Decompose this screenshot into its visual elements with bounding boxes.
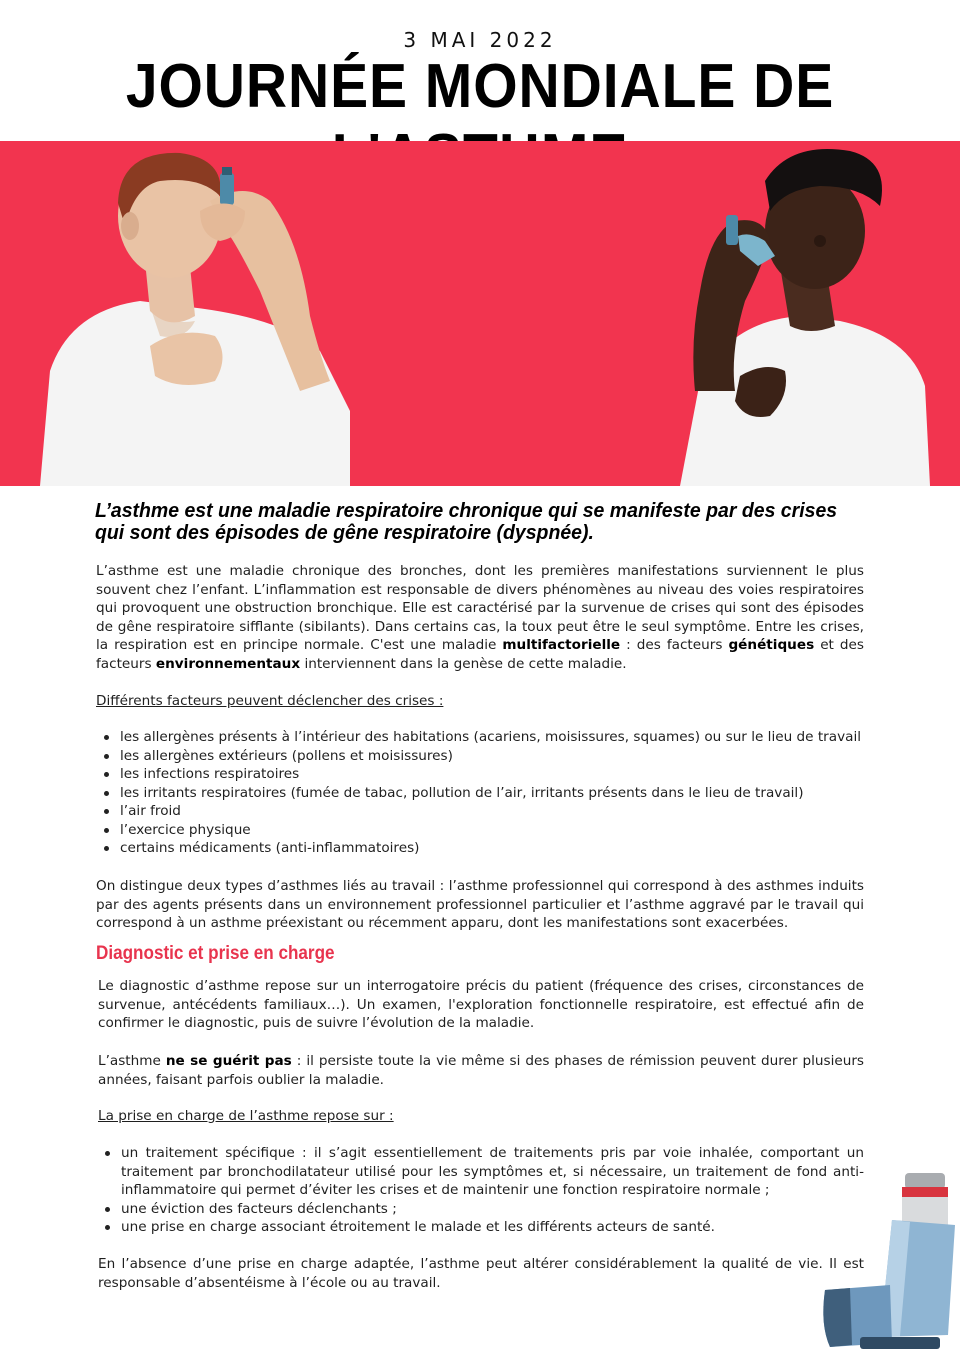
section-title-diagnostic: Diagnostic et prise en charge bbox=[96, 943, 335, 964]
list-item: un traitement spécifique : il s’agit essentiellement de traitements pris par voie inhalée, comportant un traitement par bronchodilatateur utilisé pour les symptômes et, si nécessaire, un traitement de fond anti-inflammatoire qui permet d’éviter les crises et de maintenir une fonction respiratoire normale ; bbox=[101, 1144, 864, 1200]
care-heading: La prise en charge de l’asthme repose sur : bbox=[98, 1108, 394, 1124]
list-item: les infections respiratoires bbox=[100, 765, 864, 784]
list-item: l’air froid bbox=[100, 802, 864, 821]
list-item: une prise en charge associant étroitement le malade et les différents acteurs de santé. bbox=[101, 1218, 864, 1237]
banner-image bbox=[0, 141, 960, 486]
factors-heading: Différents facteurs peuvent déclencher des crises : bbox=[96, 693, 444, 709]
list-item: les allergènes présents à l’intérieur des habitations (acariens, moisissures, squames) ou sur le lieu de travail bbox=[100, 728, 864, 747]
list-item: l’exercice physique bbox=[100, 821, 864, 840]
diagnostic-paragraph: Le diagnostic d’asthme repose sur un interrogatoire précis du patient (fréquence des crises, circonstances de survenue, antécédents familiaux…). Un examen, l'exploration fonctionnelle respiratoire, est effectué afin de confirmer le diagnostic, puis de suivre l’évolution de la maladie. bbox=[98, 978, 864, 1032]
list-item: les allergènes extérieurs (pollens et moisissures) bbox=[100, 747, 864, 766]
care-list bbox=[101, 1144, 864, 1237]
closing-paragraph: En l’absence d’une prise en charge adaptée, l’asthme peut altérer considérablement la qualité de vie. Il est responsable d’absentéisme à l’école ou au travail. bbox=[98, 1256, 864, 1291]
page-title: JOURNÉE MONDIALE DE bbox=[125, 52, 835, 121]
list-item: les irritants respiratoires (fumée de tabac, pollution de l’air, irritants présents dans le lieu de travail) bbox=[100, 784, 864, 803]
list-item: une éviction des facteurs déclenchants ; bbox=[101, 1200, 864, 1219]
no-cure-paragraph: L’asthme ne se guérit pas : il persiste toute la vie même si des phases de rémission peuvent durer plusieurs années, faisant parfois oublier la maladie. bbox=[98, 1053, 864, 1088]
date: 3 MAI 2022 bbox=[403, 28, 557, 52]
woman-inhaler-illustration bbox=[30, 141, 360, 486]
list-item: certains médicaments (anti-inflammatoires) bbox=[100, 839, 864, 858]
intro-paragraph: L’asthme est une maladie chronique des bronches, dont les premières manifestations surviennent le plus souvent chez l’enfant. L’inflammation est responsable de divers phénomènes au niveau des voies respiratoires qui provoquent une obstruction bronchique. Elle est caractérisé par la survenue de crises qui sont des épisodes de gêne respiratoire sifflante (sibilants). Dans certains cas, la toux peut être le seul symptôme. Entre les crises, la respiration est en principe normale. C'est une maladie multifactorielle : des facteurs génétiques et des facteurs environnementaux interviennent dans la genèse de cette maladie. bbox=[96, 563, 864, 672]
intro-statement: L’asthme est une maladie respiratoire chronique qui se manifeste par des crises qui sont des épisodes de gêne respiratoire (dyspnée). bbox=[95, 499, 838, 544]
man-inhaler-illustration bbox=[640, 141, 950, 486]
inhaler-illustration bbox=[820, 1165, 960, 1358]
work-asthma-paragraph: On distingue deux types d’asthmes liés au travail : l’asthme professionnel qui correspond à des asthmes induits par des agents présents dans un environnement professionnel particulier et l’asthme aggravé par le travail qui correspond à un asthme préexistant ou récemment apparu, dont les manifestations sont exacerbées. bbox=[96, 878, 864, 932]
factors-list bbox=[100, 728, 864, 858]
